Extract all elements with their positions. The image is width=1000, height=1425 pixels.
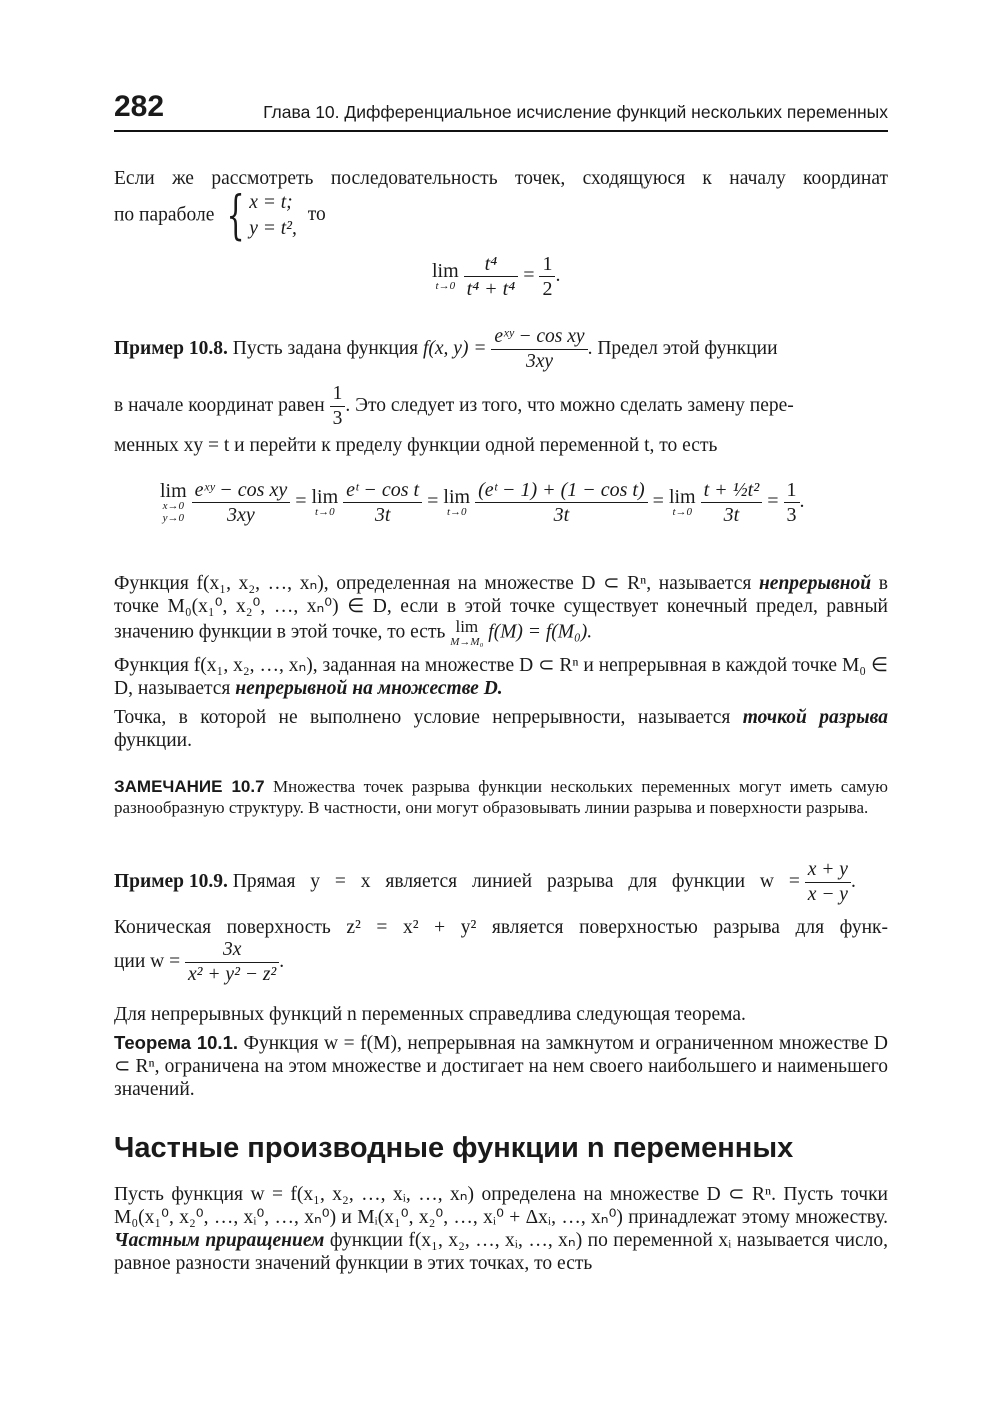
lim-text: lim	[668, 485, 696, 508]
running-header	[114, 90, 888, 132]
frac-den: 3	[332, 408, 343, 429]
fraction-t4	[464, 252, 519, 301]
frac-num: t + ½t²	[701, 478, 763, 503]
frac-den: x² + y² − z²	[188, 964, 277, 985]
fraction-half	[539, 252, 555, 301]
lim-operator	[443, 485, 471, 518]
fraction-result	[784, 478, 800, 527]
period: .	[799, 490, 805, 513]
theorem-10-1	[114, 1031, 888, 1101]
limit-formula-2	[160, 478, 805, 527]
theorem-intro: Для непрерывных функций n переменных справедлива следующая теорема.	[114, 1004, 746, 1025]
def-text: Точка, в которой не выполнено условие непрерывности, называется	[114, 707, 743, 728]
remark-text: Множества точек разрыва функции нескольких переменных могут иметь самую разнообразную структуру. В частности, они могут образовывать линии разрыва и поверхности разрыва.	[114, 777, 889, 817]
line-text: ции w =	[114, 950, 181, 972]
equals-sign: =	[523, 264, 535, 287]
remark-label: ЗАМЕЧАНИЕ 10.7	[114, 777, 265, 796]
frac-den: 2	[542, 278, 553, 300]
frac-den: 3xy	[525, 351, 553, 372]
lim-subscript: M→M₀	[450, 636, 484, 648]
continuity-expr: f(M) = f(M₀).	[488, 621, 593, 643]
continuity-on-set	[114, 654, 888, 700]
lim-operator	[160, 479, 187, 524]
frac-num: 1	[330, 382, 346, 407]
theorem-label: Теорема 10.1.	[114, 1032, 238, 1053]
lim-subscript: t→0	[446, 505, 467, 518]
lim-operator	[311, 485, 339, 518]
function-fraction	[805, 858, 851, 907]
system-eq-1: x = t;	[249, 192, 293, 213]
para-text: Пусть функция w = f(x₁, x₂, …, xᵢ, …, xₙ) определена на множестве D ⊂ Rⁿ. Пусть точки M₀(x₁⁰, x₂⁰, …, xᵢ⁰, …, xₙ⁰) и Mᵢ(x₁⁰, x₂⁰, …, xᵢ⁰ + Δxᵢ, …, xₙ⁰) принадлежат этому множеству.	[114, 1184, 888, 1228]
discontinuity-point-def	[114, 706, 888, 752]
fraction-1	[192, 478, 291, 527]
term-partial-increment: Частным приращением	[114, 1230, 325, 1251]
frac-num: x + y	[805, 858, 851, 883]
frac-num: (eᵗ − 1) + (1 − cos t)	[475, 478, 648, 503]
frac-num: t⁴	[464, 252, 519, 277]
frac-num: eˣʸ − cos xy	[491, 325, 587, 350]
period: .	[555, 264, 561, 287]
lim-text: lim	[455, 617, 479, 636]
frac-den: 3	[786, 504, 797, 526]
example-10-8-line2	[114, 382, 888, 431]
line-text-2: . Это следует из того, что можно сделать замену пере-	[345, 394, 794, 416]
equals-sign: =	[427, 490, 439, 513]
system-eq-2: y = t²,	[249, 218, 297, 239]
lim-subscript: t→0	[435, 279, 456, 292]
frac-num: eᵗ − cos t	[343, 478, 422, 503]
example-text-2: . Предел этой функции	[587, 337, 778, 359]
frac-num: 3x	[185, 938, 279, 963]
frac-den: 3t	[374, 504, 391, 526]
equals-sign: =	[295, 490, 307, 513]
example-label: Пример 10.9.	[114, 870, 228, 892]
example-10-9-line1	[114, 858, 888, 907]
lim-subscript-x: x→0	[162, 499, 185, 512]
example-text: Пусть задана функция	[232, 337, 419, 359]
parabola-line1: Если же рассмотреть последовательность точек, сходящуюся к началу координат	[114, 168, 888, 189]
theorem-text: Функция w = f(M), непрерывная на замкнутом и ограниченном множестве D ⊂ Rⁿ, ограничена на этом множестве и достигает на нем своего наибольшего и наименьшего значений.	[114, 1033, 888, 1100]
example-text: Прямая y = x является линией разрыва для функции w =	[232, 870, 800, 892]
lim-subscript: t→0	[672, 505, 693, 518]
period: .	[850, 870, 856, 892]
example-label: Пример 10.8.	[114, 337, 228, 359]
parabola-suffix: то	[307, 204, 326, 226]
para-text-2: функции f(x₁, x₂, …, xᵢ, …, xₙ) по переменной xᵢ называется число, равное разности значений функции в этих точках, то есть	[114, 1230, 888, 1274]
function-fraction	[491, 325, 587, 374]
example-10-9-line3	[114, 938, 284, 987]
def-end: функции.	[114, 730, 192, 751]
lim-operator	[432, 259, 459, 292]
function-fraction-2	[185, 938, 279, 987]
def-text: Функция f(x₁, x₂, …, xₙ), заданная на множестве D ⊂ Rⁿ и непрерывная в каждой точке M₀ ∈ D, называется	[114, 655, 888, 699]
frac-num: 1	[539, 252, 555, 277]
parabola-line2	[114, 186, 326, 246]
term-discontinuity: точкой разрыва	[742, 707, 889, 728]
remark-10-7	[114, 776, 888, 818]
lim-text: lim	[160, 479, 187, 502]
equals-sign: =	[652, 490, 664, 513]
parabola-prefix: по параболе	[114, 204, 215, 226]
period: .	[279, 950, 285, 972]
example-10-9-line2: Коническая поверхность z² = x² + y² является поверхностью разрыва для функ-	[114, 917, 888, 938]
page-number: 282	[114, 90, 165, 123]
lim-operator	[668, 485, 696, 518]
lim-subscript-y: y→0	[162, 511, 185, 524]
lim-text: lim	[443, 485, 471, 508]
fraction-3	[475, 478, 648, 527]
frac-den: t⁴ + t⁴	[466, 278, 516, 300]
line-text: в начале координат равен	[114, 394, 325, 416]
frac-den: x − y	[807, 884, 848, 905]
continuity-definition	[114, 572, 888, 648]
frac-num: eˣʸ − cos xy	[192, 478, 291, 503]
system-brace: {	[226, 186, 245, 246]
lim-subscript: t→0	[315, 505, 335, 518]
def-text-2: в точке M₀(x₁⁰, x₂⁰, …, xₙ⁰) ∈ D, если в этой точке существует конечный предел, равный значению функции в этой точке, то есть	[114, 573, 888, 643]
lim-operator	[450, 618, 483, 648]
partial-increment-paragraph	[114, 1183, 888, 1275]
frac-den: 3t	[553, 504, 570, 526]
frac-den: 3t	[723, 504, 740, 526]
frac-num: 1	[784, 478, 800, 503]
section-title: Частные производные функции n переменных	[114, 1132, 794, 1164]
term-continuous: непрерывной	[758, 573, 872, 594]
fraction-2	[343, 478, 422, 527]
def-text: Функция f(x₁, x₂, …, xₙ), определенная на множестве D ⊂ Rⁿ, называется	[114, 573, 759, 594]
term-continuous-set: непрерывной на множестве D.	[235, 678, 503, 699]
fraction-4	[701, 478, 763, 527]
limit-formula-1	[432, 252, 560, 301]
parabola-system	[249, 190, 297, 242]
chapter-title: Глава 10. Дифференциальное исчисление функций нескольких переменных	[263, 102, 888, 122]
value-fraction	[330, 382, 346, 431]
function-def: f(x, y) =	[422, 337, 487, 359]
example-10-8-line1	[114, 325, 888, 374]
example-10-8-line3: менных xy = t и перейти к пределу функции одной переменной t, то есть	[114, 435, 718, 456]
equals-sign: =	[767, 490, 779, 513]
lim-text: lim	[311, 485, 339, 508]
lim-text: lim	[432, 259, 459, 282]
frac-den: 3xy	[227, 504, 255, 526]
